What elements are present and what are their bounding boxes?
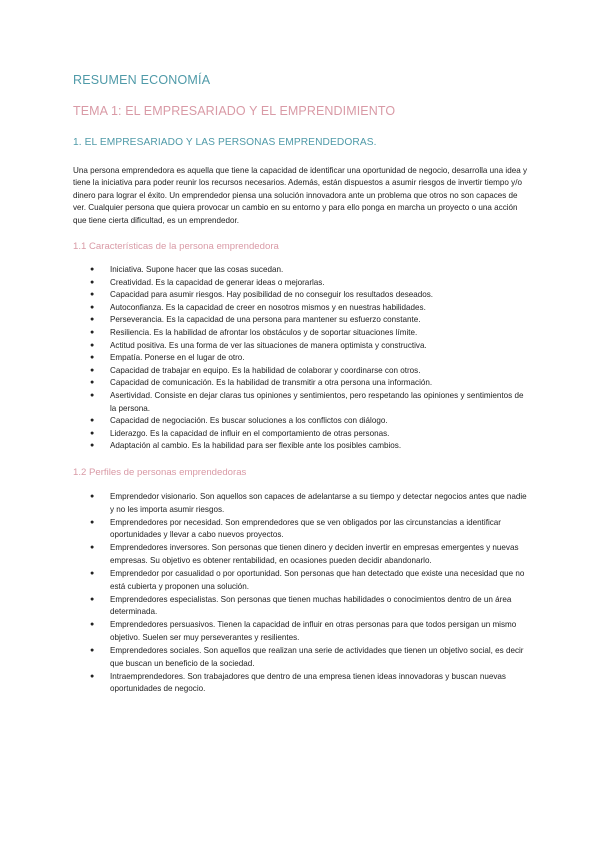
bullet-icon: ● [90, 291, 95, 299]
characteristic-item [73, 302, 530, 315]
list-item-text: Emprendedores inversores. Son personas que tienen dinero y deciden invertir en empresas emergentes y nuevas empresas. Su objetivo es obtener rentabilidad, en ocasiones pueden decidir abandonarlo. [110, 543, 519, 565]
bullet-icon: ● [90, 544, 95, 552]
characteristic-item [73, 365, 530, 378]
characteristic-item [73, 264, 530, 277]
section-1-intro: Una persona emprendedora es aquella que tiene la capacidad de identificar una oportunidad de negocio, desarrolla una idea y tiene la iniciativa para poder reunir los recursos necesarios. Además, están dispuestos a asumir riesgos de invertir tiempo y/o dinero para lograr el éxito. Un emprendedor piensa una solución innovadora ante un problema que otros no son capaces de ver. Cualquier persona que quiera provocar un cambio en su entorno y para ello ponga en marcha un proyecto o una acción que tiene cierta dificultad, es un emprendedor. [73, 166, 528, 225]
bullet-icon: ● [90, 442, 95, 450]
subsection-1-1-heading: 1.1 Características de la persona emprendedora [73, 241, 279, 253]
list-item-text: Emprendedor visionario. Son aquellos son capaces de adelantarse a su tiempo y detectar negocios antes que nadie y no les importa asumir riesgos. [110, 491, 527, 514]
profile-item [73, 568, 530, 593]
list-item-text: Emprendedores persuasivos. Tienen la capacidad de influir en otras personas para que todos persigan un mismo objetivo. Suelen ser muy perseverantes y resilientes. [110, 620, 517, 642]
list-item-text: Intraemprendedores. Son trabajadores que dentro de una empresa tienen ideas innovadoras y buscan nuevas oportunidades de negocio. [110, 671, 506, 694]
profile-item [73, 671, 530, 696]
bullet-icon: ● [90, 492, 95, 500]
characteristic-item [73, 289, 530, 302]
profile-item [73, 517, 530, 542]
profiles-list [73, 491, 530, 696]
list-item-text: Resiliencia. Es la habilidad de afrontar los obstáculos y de soportar situaciones límite. [110, 328, 418, 337]
characteristic-item [73, 415, 530, 428]
bullet-icon: ● [90, 647, 95, 655]
characteristic-item [73, 340, 530, 353]
profile-item [73, 645, 530, 670]
characteristic-item [73, 277, 530, 290]
list-item-text: Capacidad para asumir riesgos. Hay posibilidad de no conseguir los resultados deseados. [110, 290, 434, 300]
list-item-text: Capacidad de negociación. Es buscar soluciones a los conflictos con diálogo. [110, 416, 388, 426]
list-item-text: Adaptación al cambio. Es la habilidad para ser flexible ante los posibles cambios. [110, 441, 402, 451]
list-item-text: Perseverancia. Es la capacidad de una persona para mantener su esfuerzo constante. [110, 315, 421, 325]
list-item-text: Emprendedores especialistas. Son personas que tienen muchas habilidades o conocimientos dentro de un área determinada. [110, 594, 512, 617]
list-item-text: Empatía. Ponerse en el lugar de otro. [110, 353, 245, 363]
list-item-text: Asertividad. Consiste en dejar claras tus opiniones y sentimientos, pero respetando las opiniones y sentimientos de la persona. [110, 390, 524, 413]
bullet-icon: ● [90, 429, 95, 437]
profile-item [73, 594, 530, 619]
bullet-icon: ● [90, 518, 95, 526]
list-item-text: Actitud positiva. Es una forma de ver las situaciones de manera optimista y constructiva. [110, 340, 427, 350]
bullet-icon: ● [90, 278, 95, 286]
list-item-text: Emprendedores por necesidad. Son emprendedores que se ven obligados por las circunstancias a identificar oportunidades y llevar a cabo nuevos proyectos. [110, 517, 501, 540]
characteristic-item [73, 327, 530, 340]
list-item-text: Capacidad de comunicación. Es la habilidad de transmitir a otra persona una información. [110, 378, 433, 388]
bullet-icon: ● [90, 316, 95, 324]
characteristic-item [73, 428, 530, 441]
bullet-icon: ● [90, 341, 95, 349]
list-item-text: Emprendedor por casualidad o por oportunidad. Son personas que han detectado que existe una necesidad que no está cubierta y proponen una solución. [110, 569, 525, 591]
bullet-icon: ● [90, 595, 95, 603]
bullet-icon: ● [90, 570, 95, 577]
tema-heading: TEMA 1: EL EMPRESARIADO Y EL EMPRENDIMIENTO [73, 104, 396, 118]
characteristic-item [73, 377, 530, 390]
bullet-icon: ● [90, 417, 95, 425]
list-item-text: Capacidad de trabajar en equipo. Es la habilidad de colaborar y coordinarse con otros. [110, 365, 421, 375]
characteristic-item [73, 440, 530, 453]
profile-item [73, 491, 530, 516]
section-1-heading: 1. EL EMPRESARIADO Y LAS PERSONAS EMPRENDEDORAS. [73, 137, 377, 148]
list-item-text: Emprendedores sociales. Son aquellos que realizan una serie de actividades que tienen un objetivo social, es decir que buscan un beneficio de la sociedad. [110, 646, 524, 668]
characteristic-item [73, 352, 530, 365]
profile-item [73, 619, 530, 644]
bullet-icon: ● [90, 621, 95, 629]
document-title: RESUMEN ECONOMÍA [73, 73, 211, 87]
characteristic-item [73, 390, 530, 415]
bullet-icon: ● [90, 354, 95, 362]
list-item-text: Iniciativa. Supone hacer que las cosas sucedan. [110, 265, 284, 275]
bullet-icon: ● [90, 266, 95, 274]
list-item-text: Creatividad. Es la capacidad de generar ideas o mejorarlas. [110, 277, 325, 287]
profile-item [73, 542, 530, 567]
bullet-icon: ● [90, 303, 95, 311]
characteristics-list [73, 264, 530, 453]
bullet-icon: ● [90, 366, 95, 374]
bullet-icon: ● [90, 672, 95, 680]
list-item-text: Liderazgo. Es la capacidad de influir en el comportamiento de otras personas. [110, 428, 390, 438]
subsection-1-2-heading: 1.2 Perfiles de personas emprendedoras [73, 466, 247, 478]
bullet-icon: ● [90, 391, 95, 399]
bullet-icon: ● [90, 379, 95, 387]
list-item-text: Autoconfianza. Es la capacidad de creer en nosotros mismos y en nuestras habilidades. [110, 302, 426, 312]
characteristic-item [73, 314, 530, 327]
bullet-icon: ● [90, 329, 95, 336]
